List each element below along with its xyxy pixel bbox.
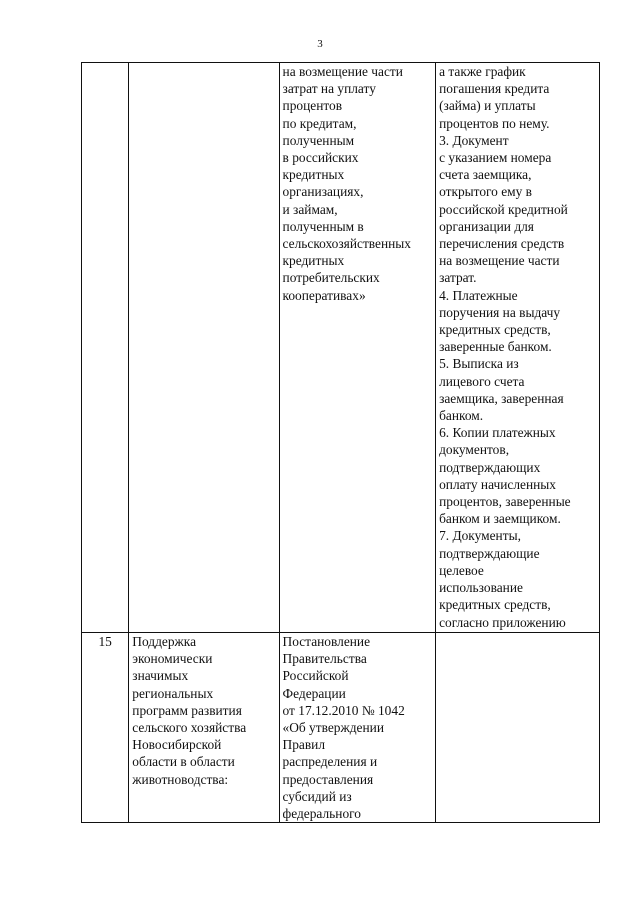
legal-act-cell: Постановление Правительства Российской Федерации от 17.12.2010 № 1042 «Об утверждении Правил распределения и предоставления субсидий из федерального — [279, 633, 436, 823]
measure-name-cell — [129, 63, 279, 633]
page-number: 3 — [317, 38, 323, 50]
required-documents-cell: а также график погашения кредита (займа) и уплаты процентов по нему. 3. Документ с указанием номера счета заемщика, открытого ему в российской кредитной организации для перечисления средств на возмещение части затрат. 4. Платежные поручения на выдачу кредитных средств, заверенные банком. 5. Выписка из лицевого счета заемщика, заверенная банком. 6. Копии платежных документов, подтверждающих оплату начисленных процентов, заверенные банком и заемщиком. 7. Документы, подтверждающие целевое использование кредитных средств, согласно приложению — [436, 63, 600, 633]
row-number-cell: 15 — [82, 633, 129, 823]
legal-act-cell: на возмещение части затрат на уплату процентов по кредитам, полученным в российских кредитных организациях, и займам, полученным в сельскохозяйственных кредитных потребительских кооперативах» — [279, 63, 436, 633]
table-row — [82, 63, 600, 633]
document-table — [81, 62, 600, 823]
row-number-cell — [82, 63, 129, 633]
table-row — [82, 633, 600, 823]
measure-name-cell: Поддержка экономически значимых региональных программ развития сельского хозяйства Новосибирской области в области животноводства: — [129, 633, 279, 823]
required-documents-cell — [436, 633, 600, 823]
